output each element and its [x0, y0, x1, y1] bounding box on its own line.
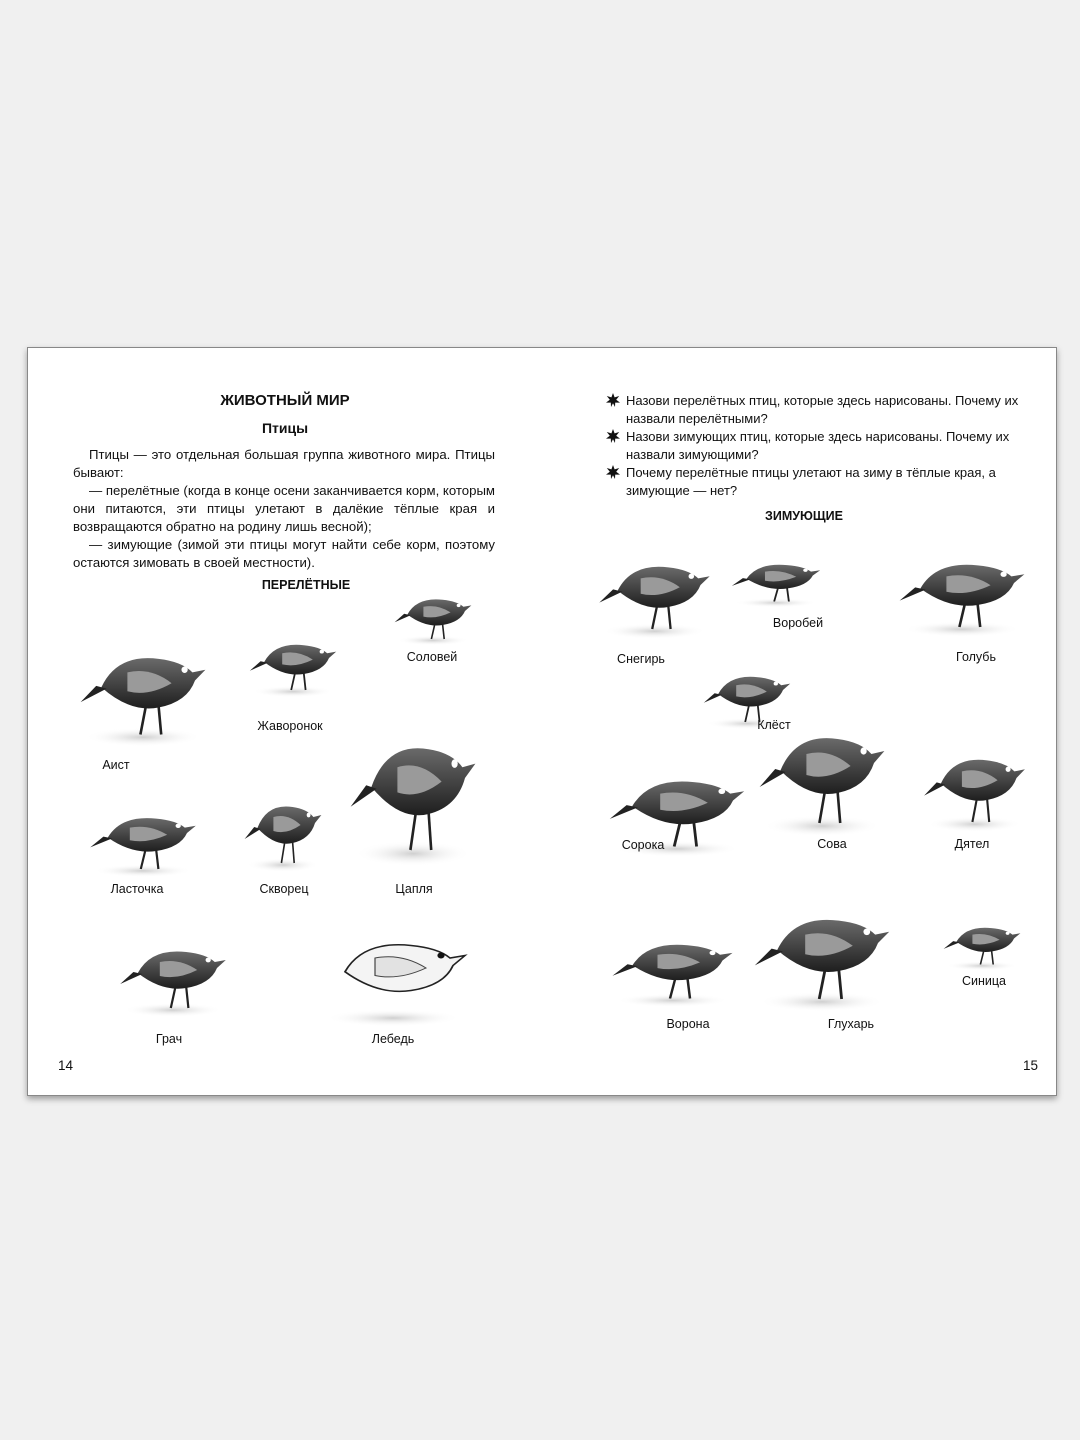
bird-label-stork: Аист — [102, 758, 130, 772]
star-burst-icon — [606, 465, 620, 479]
pigeon-illustration — [897, 528, 1027, 638]
swallow-illustration — [88, 788, 198, 878]
bird-label-crow: Ворона — [666, 1017, 710, 1031]
intro-paragraph: Птицы — это отдельная большая группа животного мира. Птицы бывают: — [73, 447, 495, 480]
stork-illustration — [78, 613, 208, 748]
section-heading-wintering: ЗИМУЮЩИЕ — [765, 509, 843, 523]
rook-illustration — [118, 918, 228, 1018]
star-burst-icon — [606, 429, 620, 443]
bird-label-magpie: Сорока — [621, 838, 665, 852]
question-text: Назови перелётных птиц, которые здесь нарисованы. Почему их назвали перелётными? — [626, 393, 1019, 426]
intro-text-block — [73, 446, 495, 572]
starling-illustration — [243, 773, 323, 873]
page-subtitle: Птицы — [261, 420, 309, 436]
page-number-left: 14 — [58, 1058, 74, 1073]
bird-label-crossbill: Клёст — [757, 718, 791, 732]
star-burst-icon — [606, 393, 620, 407]
bird-icon — [757, 688, 887, 838]
capercaillie-illustration — [752, 873, 892, 1013]
question-text: Почему перелётные птицы улетают на зиму в тёплые края, а зимующие — нет? — [626, 465, 996, 498]
bird-label-rook: Грач — [155, 1032, 183, 1046]
bullfinch-illustration — [597, 530, 712, 640]
bird-icon — [248, 618, 338, 698]
bird-label-lark: Жаворонок — [257, 719, 323, 733]
bird-label-capercaillie: Глухарь — [827, 1017, 875, 1031]
wintering-definition: — зимующие (зимой эти птицы могут найти себе корм, поэтому остаются зимовать в своей местности). — [73, 537, 495, 570]
bird-icon — [318, 903, 468, 1028]
page-title: ЖИВОТНЫЙ МИР — [220, 392, 350, 409]
bird-icon — [942, 906, 1022, 971]
bird-label-swallow: Ласточка — [110, 882, 164, 896]
bird-label-woodpecker: Дятел — [954, 837, 990, 851]
section-heading-migratory: ПЕРЕЛЁТНЫЕ — [261, 578, 351, 592]
bird-label-sparrow: Воробей — [772, 616, 824, 630]
book-spread — [27, 347, 1057, 1096]
question-text: Назови зимующих птиц, которые здесь нарисованы. Почему их назвали зимующими? — [626, 429, 1010, 462]
bird-icon — [118, 918, 228, 1018]
bird-icon — [393, 576, 473, 646]
crow-illustration — [610, 913, 735, 1008]
bird-icon — [88, 788, 198, 878]
bird-label-owl: Сова — [817, 837, 847, 851]
bird-label-swan: Лебедь — [371, 1032, 415, 1046]
sparrow-illustration — [730, 543, 822, 608]
migratory-definition: — перелётные (когда в конце осени заканчивается корм, которым они питаются, эти птицы улетают в далёкие тёплые края и возвращаются обратно на родину лишь весной); — [73, 483, 495, 534]
bird-icon — [348, 688, 478, 868]
question-item — [606, 428, 1036, 463]
page-number-right: 15 — [1023, 1058, 1039, 1073]
bird-icon — [243, 773, 323, 873]
bird-label-nightingale: Соловей — [406, 650, 458, 664]
bird-icon — [610, 913, 735, 1008]
bird-icon — [752, 873, 892, 1013]
bird-label-titmouse: Синица — [961, 974, 1006, 988]
bird-label-starling: Скворец — [259, 882, 309, 896]
owl-illustration — [757, 688, 887, 838]
bird-icon — [922, 723, 1027, 833]
nightingale-illustration — [393, 576, 473, 646]
woodpecker-illustration — [922, 723, 1027, 833]
questions-list — [606, 392, 1036, 500]
question-item — [606, 464, 1036, 499]
bird-icon — [897, 528, 1027, 638]
titmouse-illustration — [942, 906, 1022, 971]
bird-icon — [730, 543, 822, 608]
bird-icon — [597, 530, 712, 640]
bird-label-bullfinch: Снегирь — [617, 652, 665, 666]
bird-icon — [78, 613, 208, 748]
question-item — [606, 392, 1036, 427]
swan-illustration — [318, 903, 468, 1028]
left-page — [28, 348, 542, 1095]
lark-illustration — [248, 618, 338, 698]
right-page — [542, 348, 1056, 1095]
bird-label-pigeon: Голубь — [956, 650, 996, 664]
heron-illustration — [348, 688, 478, 868]
bird-label-heron: Цапля — [395, 882, 433, 896]
